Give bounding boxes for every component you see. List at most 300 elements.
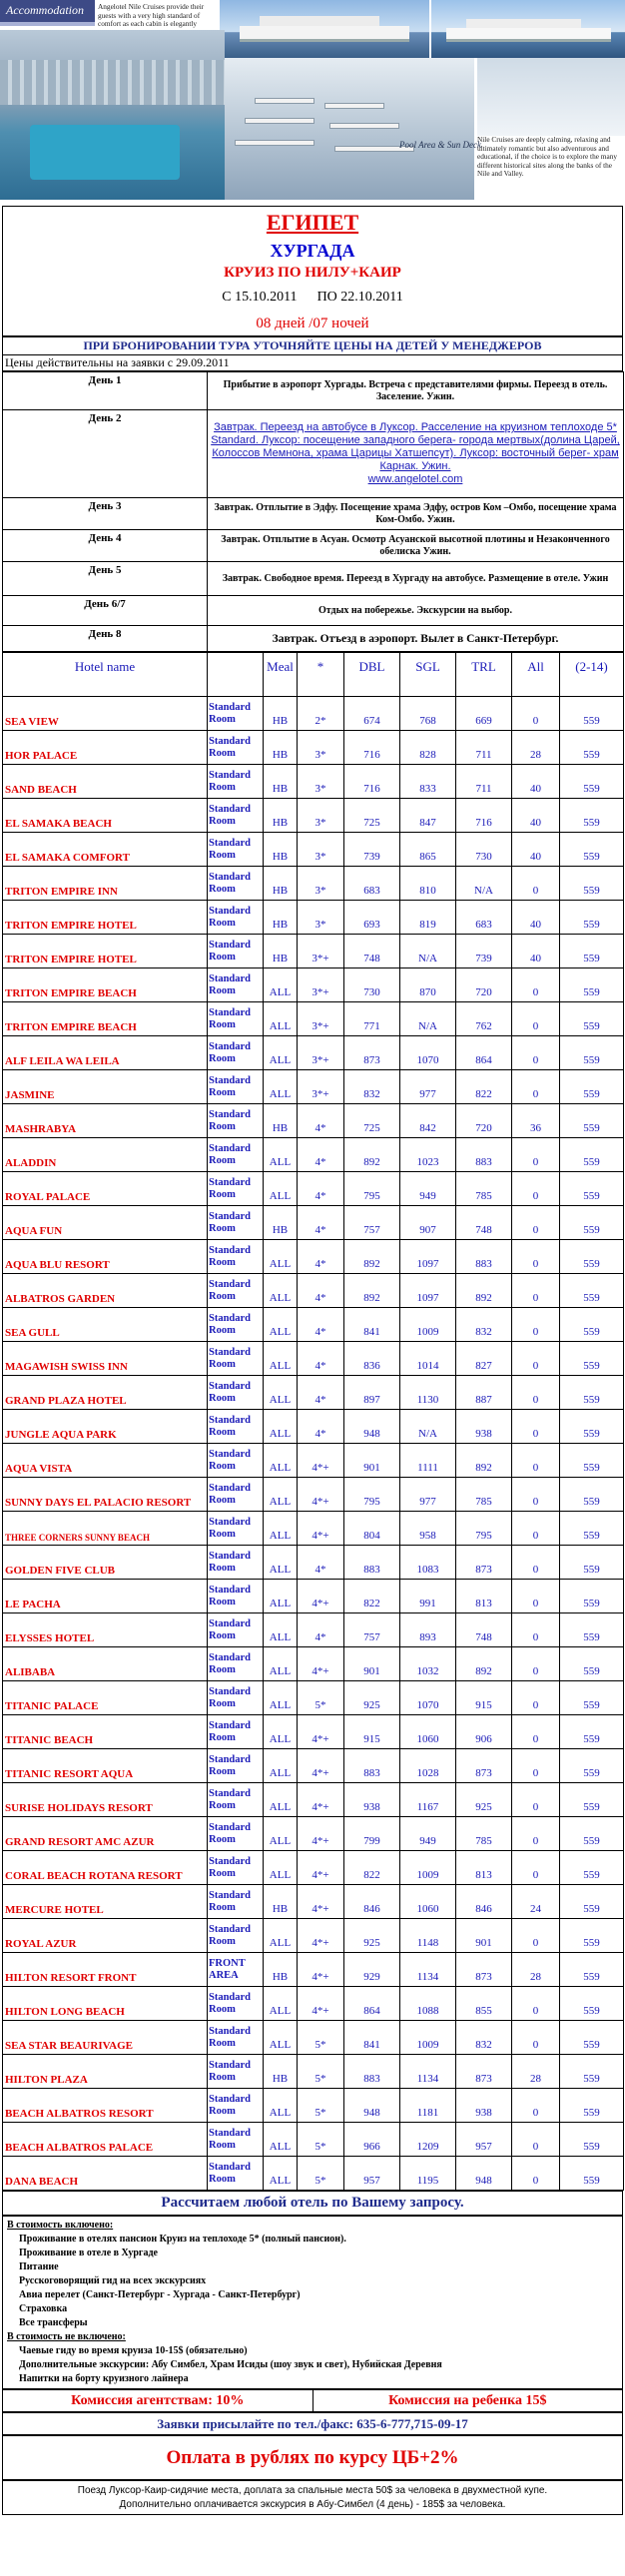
hotel-row [3,1308,624,1342]
price-sgl: 907 [400,1206,456,1240]
star-rating: 4*+ [298,1783,344,1817]
price-dbl: 846 [344,1885,400,1919]
col-trl: TRL [456,653,512,697]
room-type: Standard Room [208,833,264,867]
banner-logo: Accommodation [0,0,95,22]
price-dbl: 757 [344,1613,400,1647]
price-child: 559 [560,1410,624,1444]
excluded-item: Дополнительные экскурсии: Абу Симбел, Храм Исиды (шоу звук и свет), Нубийская Деревня [19,2359,442,2370]
room-type: Standard Room [208,1647,264,1681]
price-dbl: 892 [344,1274,400,1308]
star-rating: 3*+ [298,1070,344,1104]
price-all-supplement: 40 [512,935,560,968]
room-type: Standard Room [208,1613,264,1647]
room-type: Standard Room [208,731,264,765]
price-child: 559 [560,1172,624,1206]
price-dbl: 771 [344,1002,400,1036]
hotel-row [3,1749,624,1783]
star-rating: 4*+ [298,1715,344,1749]
price-sgl: 1134 [400,1953,456,1987]
room-type: Standard Room [208,1444,264,1478]
price-child: 559 [560,833,624,867]
star-rating: 3*+ [298,1002,344,1036]
country-title: ЕГИПЕТ [3,207,623,239]
itinerary-day: День 2 [3,410,208,498]
price-sgl: N/A [400,935,456,968]
price-sgl: 1111 [400,1444,456,1478]
price-all-supplement: 40 [512,833,560,867]
price-sgl: 870 [400,968,456,1002]
price-all-supplement: 0 [512,1580,560,1613]
star-rating: 4* [298,1342,344,1376]
hotel-row [3,1002,624,1036]
star-rating: 4* [298,1172,344,1206]
price-trl: 892 [456,1647,512,1681]
meal-plan: ALL [264,1546,298,1580]
price-child: 559 [560,1308,624,1342]
price-all-supplement: 0 [512,2157,560,2191]
footnotes [2,2480,623,2515]
star-rating: 5* [298,2055,344,2089]
star-rating: 4* [298,1206,344,1240]
children-price-warning: ПРИ БРОНИРОВАНИИ ТУРА УТОЧНЯЙТЕ ЦЕНЫ НА ДЕТЕЙ У МЕНЕДЖЕРОВ [3,337,623,355]
price-child: 559 [560,867,624,901]
included-item: Все трансферы [19,2317,88,2328]
price-trl: 720 [456,1104,512,1138]
hotel-row [3,1478,624,1512]
star-rating: 4* [298,1308,344,1342]
hotel-name: ELYSSES HOTEL [3,1613,208,1647]
star-rating: 4*+ [298,1851,344,1885]
hotel-row [3,1274,624,1308]
price-all-supplement: 0 [512,2123,560,2157]
price-dbl: 795 [344,1172,400,1206]
price-trl: 883 [456,1240,512,1274]
price-sgl: 1195 [400,2157,456,2191]
price-sgl: 893 [400,1613,456,1647]
hotel-row [3,1613,624,1647]
price-child: 559 [560,2123,624,2157]
price-child: 559 [560,1104,624,1138]
star-rating: 4*+ [298,1953,344,1987]
tour-price-document [2,206,623,2515]
commission-row [2,2389,623,2412]
price-sgl: 842 [400,1104,456,1138]
price-dbl: 841 [344,2021,400,2055]
star-rating: 4* [298,1410,344,1444]
price-dbl: 966 [344,2123,400,2157]
room-type: FRONT AREA [208,1953,264,1987]
price-sgl: 1032 [400,1647,456,1681]
meal-plan: ALL [264,1070,298,1104]
price-child: 559 [560,1885,624,1919]
price-trl: 669 [456,697,512,731]
price-trl: 901 [456,1919,512,1953]
hotel-name: BEACH ALBATROS PALACE [3,2123,208,2157]
price-all-supplement: 0 [512,1749,560,1783]
price-trl: 906 [456,1715,512,1749]
room-type: Standard Room [208,2055,264,2089]
price-all-supplement: 0 [512,968,560,1002]
price-all-supplement: 0 [512,1206,560,1240]
hotel-row [3,1851,624,1885]
price-all-supplement: 0 [512,1172,560,1206]
room-type: Standard Room [208,1206,264,1240]
price-all-supplement: 0 [512,1851,560,1885]
price-child: 559 [560,1138,624,1172]
meal-plan: HB [264,765,298,799]
price-child: 559 [560,1240,624,1274]
price-all-supplement: 28 [512,2055,560,2089]
price-trl: 785 [456,1172,512,1206]
price-child: 559 [560,1274,624,1308]
hotel-name: BEACH ALBATROS RESORT [3,2089,208,2123]
hotel-name: SURISE HOLIDAYS RESORT [3,1783,208,1817]
itinerary-text: Завтрак. Свободное время. Переезд в Хургаду на автобусе. Размещение в отеле. Ужин [208,562,624,596]
meal-plan: HB [264,1885,298,1919]
itinerary-text-day2: Завтрак. Переезд на автобусе в Луксор. Расселение на круизном теплоходе 5* Standard. Луксор: посещение западного берега- города мертвых(долина Царей, Колоссов Мемнона, храма Царицы Хатшепсут). Луксор: восточный берег- храм Карнак. Ужин. [211,421,620,472]
price-all-supplement: 0 [512,1647,560,1681]
room-type: Standard Room [208,1036,264,1070]
star-rating: 3* [298,765,344,799]
meal-plan: HB [264,901,298,935]
price-sgl: 1148 [400,1919,456,1953]
star-rating: 4*+ [298,1817,344,1851]
price-child: 559 [560,1342,624,1376]
price-dbl: 836 [344,1342,400,1376]
price-sgl: 1009 [400,1308,456,1342]
date-to: ПО 22.10.2011 [316,289,403,305]
hotel-row [3,935,624,968]
price-sgl: 977 [400,1070,456,1104]
meal-plan: ALL [264,1138,298,1172]
price-sgl: 977 [400,1478,456,1512]
price-dbl: 925 [344,1919,400,1953]
price-trl: 683 [456,901,512,935]
price-sgl: 1070 [400,1036,456,1070]
price-all-supplement: 0 [512,1274,560,1308]
price-sgl: 949 [400,1172,456,1206]
star-rating: 4*+ [298,1478,344,1512]
col-room [208,653,264,697]
price-dbl: 716 [344,765,400,799]
price-sgl: 1023 [400,1138,456,1172]
hotel-row [3,697,624,731]
angelotel-link[interactable]: www.angelotel.com [367,473,463,485]
hotel-name: ROYAL AZUR [3,1919,208,1953]
meal-plan: ALL [264,2089,298,2123]
price-sgl: 847 [400,799,456,833]
col-meal: Meal [264,653,298,697]
star-rating: 5* [298,2021,344,2055]
price-sgl: 828 [400,731,456,765]
hotel-name: SEA VIEW [3,697,208,731]
price-trl: 785 [456,1478,512,1512]
room-type: Standard Room [208,968,264,1002]
send-requests-phone: Заявки присылайте по тел./факс: 635-6-777,715-09-17 [3,2413,623,2435]
star-rating: 4*+ [298,1987,344,2021]
hotel-row [3,1987,624,2021]
price-dbl: 892 [344,1240,400,1274]
cruise-title: КРУИЗ ПО НИЛУ+КАИР [3,263,623,283]
meal-plan: HB [264,935,298,968]
meal-plan: ALL [264,1342,298,1376]
meal-plan: HB [264,731,298,765]
tour-header [2,206,623,336]
hotel-row [3,2157,624,2191]
price-all-supplement: 0 [512,1410,560,1444]
room-type: Standard Room [208,1138,264,1172]
hotel-row [3,1104,624,1138]
star-rating: 3*+ [298,968,344,1002]
itinerary-text: Завтрак. Отплытие в Эдфу. Посещение храма Эдфу, остров Ком –Омбо, посещение храма Ком-Омбо. Ужин. [208,498,624,530]
price-child: 559 [560,1987,624,2021]
price-trl: 873 [456,1749,512,1783]
hotel-row [3,833,624,867]
price-sgl: 991 [400,1580,456,1613]
price-dbl: 892 [344,1138,400,1172]
itinerary-text: Завтрак. Отъезд в аэропорт. Вылет в Санкт-Петербург. [208,626,624,652]
room-type: Standard Room [208,867,264,901]
price-dbl: 822 [344,1580,400,1613]
price-child: 559 [560,2021,624,2055]
price-all-supplement: 28 [512,731,560,765]
meal-plan: ALL [264,1919,298,1953]
price-child: 559 [560,1919,624,1953]
price-all-supplement: 0 [512,1444,560,1478]
room-type: Standard Room [208,1478,264,1512]
meal-plan: HB [264,1953,298,1987]
hotel-name: AQUA BLU RESORT [3,1240,208,1274]
col-sgl: SGL [400,653,456,697]
hotel-row [3,1376,624,1410]
price-dbl: 901 [344,1647,400,1681]
price-sgl: 1097 [400,1274,456,1308]
price-dbl: 915 [344,1715,400,1749]
room-type: Standard Room [208,1070,264,1104]
star-rating: 3* [298,799,344,833]
included-item: Проживание в отеле в Хургаде [19,2248,158,2258]
price-all-supplement: 0 [512,1512,560,1546]
price-all-supplement: 0 [512,1681,560,1715]
price-sgl: 819 [400,901,456,935]
col-stars: * [298,653,344,697]
price-trl: 948 [456,2157,512,2191]
room-type: Standard Room [208,1919,264,1953]
hotel-name: HOR PALACE [3,731,208,765]
price-all-supplement: 0 [512,1783,560,1817]
hotel-name: TITANIC PALACE [3,1681,208,1715]
price-trl: 873 [456,1546,512,1580]
room-type: Standard Room [208,1512,264,1546]
price-all-supplement: 0 [512,1715,560,1749]
price-dbl: 739 [344,833,400,867]
hotel-row [3,1070,624,1104]
price-child: 559 [560,901,624,935]
ship-photo-right [431,0,625,58]
price-child: 559 [560,2055,624,2089]
footnote: Поезд Луксор-Каир-сидячие места, доплата за спальные места 50$ за человека в двухместной купе. [77,2485,548,2496]
room-type: Standard Room [208,697,264,731]
hotel-name: TRITON EMPIRE INN [3,867,208,901]
room-type: Standard Room [208,1580,264,1613]
price-child: 559 [560,1002,624,1036]
hotel-name: JASMINE [3,1070,208,1104]
hotel-name: LE PACHA [3,1580,208,1613]
price-dbl: 693 [344,901,400,935]
hotel-row [3,1681,624,1715]
price-trl: 892 [456,1444,512,1478]
hotel-name: AQUA FUN [3,1206,208,1240]
hotel-row [3,1715,624,1749]
price-dbl: 925 [344,1681,400,1715]
price-trl: 873 [456,2055,512,2089]
price-all-supplement: 0 [512,697,560,731]
notice-table [2,336,623,371]
hotel-row [3,1885,624,1919]
tour-dates [3,283,623,313]
hotel-name: TRITON EMPIRE BEACH [3,1002,208,1036]
star-rating: 5* [298,2123,344,2157]
hotel-row [3,1240,624,1274]
excluded-item: Чаевые гиду во время круиза 10-15$ (обязательно) [19,2345,248,2356]
room-type: Standard Room [208,1715,264,1749]
meal-plan: ALL [264,1444,298,1478]
hotel-name: ALIBABA [3,1647,208,1681]
meal-plan: ALL [264,1613,298,1647]
star-rating: 3* [298,731,344,765]
cruise-banner [0,0,625,200]
star-rating: 3* [298,901,344,935]
pool-photo [0,30,225,200]
banner-logo-stripe [0,22,95,26]
banner-nile-text: Nile Cruises are deeply calming, relaxing and ultimately romantic but also adventurous and educational, if the choice is to explore the many different historical sites along the banks of the Nile and Valley. [477,135,618,179]
price-child: 559 [560,1070,624,1104]
hotel-row [3,1410,624,1444]
hotel-row [3,1647,624,1681]
price-child: 559 [560,697,624,731]
star-rating: 4* [298,1546,344,1580]
room-type: Standard Room [208,1376,264,1410]
hotel-row [3,1919,624,1953]
itinerary-text [208,410,624,498]
price-dbl: 883 [344,1546,400,1580]
hotel-name: JUNGLE AQUA PARK [3,1410,208,1444]
hotel-row [3,2055,624,2089]
itinerary-text: Отдых на побережье. Экскурсии на выбор. [208,596,624,626]
room-type: Standard Room [208,1546,264,1580]
price-trl: 827 [456,1342,512,1376]
price-all-supplement: 0 [512,1919,560,1953]
included-item: Проживание в отелях пансион Круиз на теплоходе 5* (полный пансион). [19,2234,346,2245]
any-hotel-note: Рассчитаем любой отель по Вашему запросу. [3,2192,623,2216]
price-all-supplement: 0 [512,1308,560,1342]
itinerary-day: День 3 [3,498,208,530]
star-rating: 4* [298,1138,344,1172]
hotel-row [3,867,624,901]
hotel-name: TITANIC BEACH [3,1715,208,1749]
hotel-name: GOLDEN FIVE CLUB [3,1546,208,1580]
hotel-name: SEA STAR BEAURIVAGE [3,2021,208,2055]
price-all-supplement: 0 [512,1036,560,1070]
price-all-supplement: 0 [512,1342,560,1376]
price-trl: 883 [456,1138,512,1172]
hotel-name: ROYAL PALACE [3,1172,208,1206]
star-rating: 4*+ [298,1512,344,1546]
room-type: Standard Room [208,1240,264,1274]
star-rating: 5* [298,2157,344,2191]
price-all-supplement: 40 [512,799,560,833]
meal-plan: ALL [264,1308,298,1342]
price-child: 559 [560,1647,624,1681]
room-type: Standard Room [208,1817,264,1851]
col-dbl: DBL [344,653,400,697]
star-rating: 3*+ [298,935,344,968]
price-trl: 720 [456,968,512,1002]
price-trl: 711 [456,765,512,799]
star-rating: 5* [298,2089,344,2123]
price-all-supplement: 0 [512,2021,560,2055]
price-child: 559 [560,968,624,1002]
price-dbl: 799 [344,1817,400,1851]
meal-plan: ALL [264,2157,298,2191]
price-trl: 938 [456,1410,512,1444]
room-type: Standard Room [208,1410,264,1444]
hotel-row [3,1342,624,1376]
excluded-title: В стоимость не включено: [7,2331,126,2342]
itinerary-day: День 1 [3,372,208,410]
price-dbl: 948 [344,2089,400,2123]
any-hotel-row [2,2191,623,2216]
price-trl: 716 [456,799,512,833]
meal-plan: ALL [264,1817,298,1851]
meal-plan: ALL [264,1749,298,1783]
price-all-supplement: 0 [512,1478,560,1512]
sundeck-photo [225,58,474,200]
itinerary-day: День 5 [3,562,208,596]
banner-caption: Pool Area & Sun Deck [399,140,481,150]
price-sgl: 1070 [400,1681,456,1715]
price-sgl: 1209 [400,2123,456,2157]
included-item: Авиа перелет (Санкт-Петербург - Хургада - Санкт-Петербург) [19,2289,301,2300]
room-type: Standard Room [208,799,264,833]
star-rating: 4*+ [298,1647,344,1681]
included-title: В стоимость включено: [7,2220,114,2231]
col-child: (2-14) [560,653,624,697]
price-dbl: 757 [344,1206,400,1240]
room-type: Standard Room [208,1681,264,1715]
price-all-supplement: 0 [512,1240,560,1274]
included-item: Питание [19,2261,59,2272]
star-rating: 3*+ [298,1036,344,1070]
hotel-name: ALF LEILA WA LEILA [3,1036,208,1070]
price-sgl: 1088 [400,1987,456,2021]
room-type: Standard Room [208,2089,264,2123]
nile-photo [477,58,625,136]
star-rating: 4* [298,1613,344,1647]
price-trl: 873 [456,1953,512,1987]
price-child: 559 [560,2157,624,2191]
price-child: 559 [560,1444,624,1478]
price-dbl: 683 [344,867,400,901]
room-type: Standard Room [208,1172,264,1206]
hotel-row [3,968,624,1002]
price-dbl: 748 [344,935,400,968]
room-type: Standard Room [208,2123,264,2157]
room-type: Standard Room [208,1885,264,1919]
price-all-supplement: 0 [512,1613,560,1647]
hotel-price-table [2,652,624,2191]
